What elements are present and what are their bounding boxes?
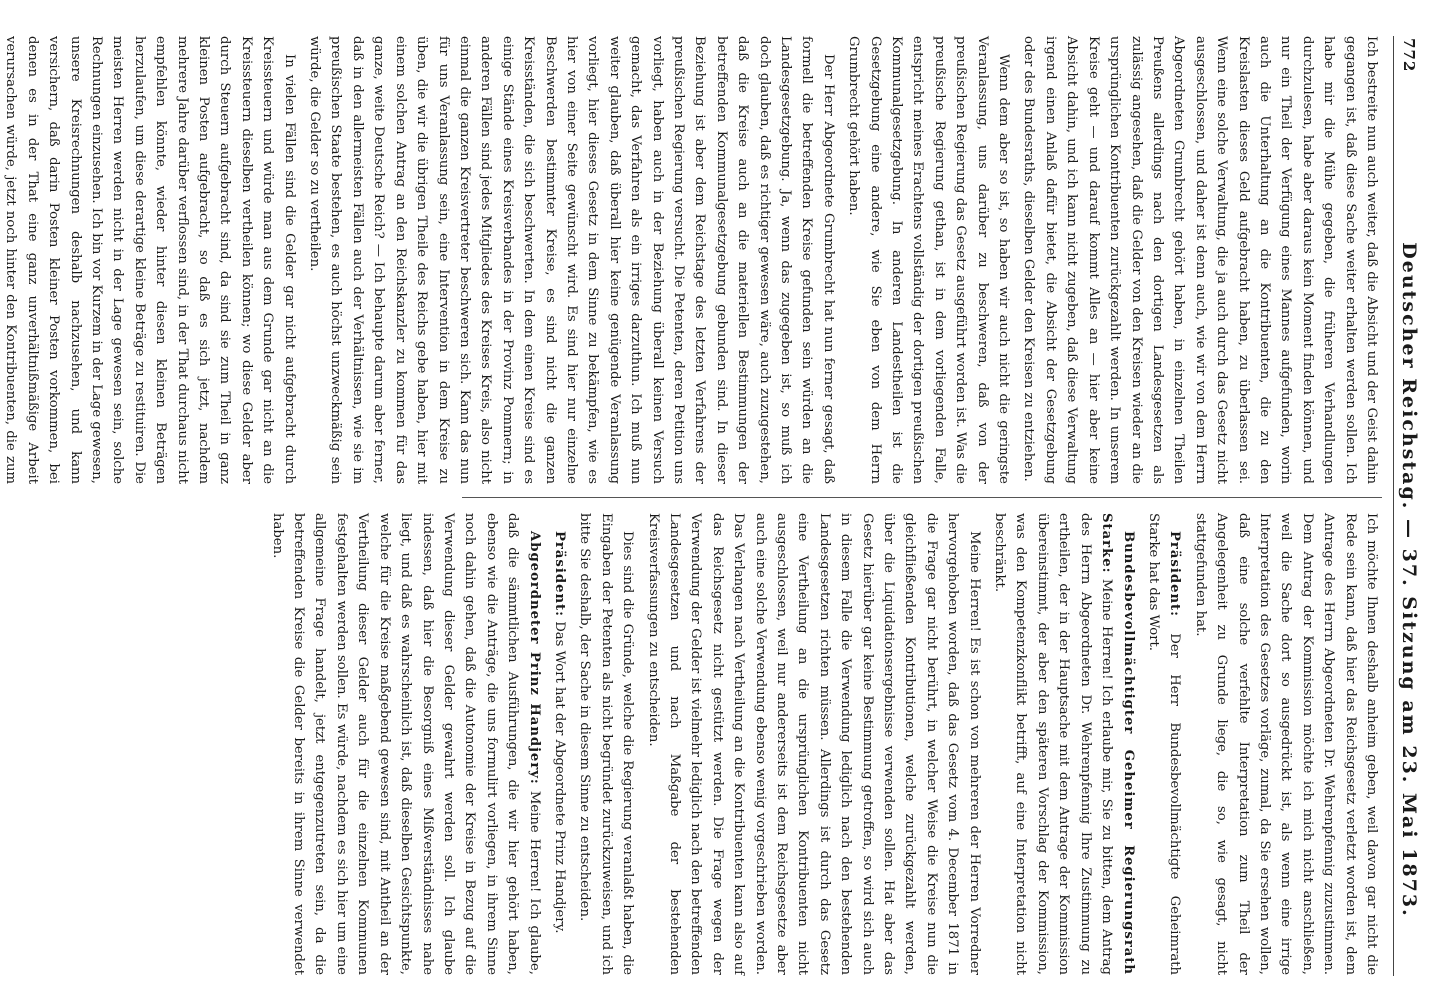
column-divider — [462, 497, 1382, 498]
speech-paragraph — [266, 513, 544, 975]
header-rule — [1393, 36, 1394, 976]
left-paragraph: Ich bestreite nun auch weiter, daß die Absicht und der Geist dahin gegangen ist, daß diese Sache weiter erhalten werden sollen. Ich habe mir die Mühe gegeben, die früheren Verhandlungen durchzulesen, habe aber daraus kein Moment finden können, und nur ein Theil der Verfügung eines Mannes aufgefunden, worin auch die Unterhaltung an die Kontribuenten, die zu den Kreislasten dieses Geld aufgebracht haben, zu überlassen sei. Wenn eine solche Verwaltung, die ja auch durch das Gesetz nicht ausgeschlossen, und daher ist denn auch, wie wir von dem Herrn Abgeordneten Grumbrecht gehört haben, in einzelnen Theilen Preußens allerdings nach den dortigen Landesgesetzen als zulässig angesehen, daß die Gelder von den Kreisen wieder an die ursprünglichen Kontribuenten zurückgezahlt werden. In unserem Kreise geht — und darauf kommt Alles an — hier aber keine Absicht dahin, und ich kann nicht zugeben, daß diese Verwaltung irgend einen Anlaß dafür bietet, die Absicht der Gesetzgebung oder des Bundesraths, dieselben Gelder den Kreisen zu entziehen. — [1021, 36, 1379, 484]
speaker-label: Präsident: — [551, 531, 567, 618]
speech-paragraph — [989, 513, 1139, 975]
speech-text: Das Wort hat der Abgeordnete Prinz Handjery. — [551, 621, 567, 934]
left-column — [3, 36, 1382, 484]
right-paragraph: Dies sind die Gründe, welche die Regierung veranlaßt haben, die Eingaben der Petenten als nicht begründet zurückzuweisen, und ich bitte Sie deshalb, der Sache in diesem Sinne zu entscheiden. — [577, 513, 636, 975]
left-paragraph: In vielen Fällen sind die Gelder gar nicht aufgebracht durch Kreissteuern und würde man aus dem Grunde gar nicht an die Kreissteuern dieselben vertheilen können; wo diese Gelder aber durch Steuern aufgebracht sind, da sind sie zum Theil in ganz kleinen Posten aufgebracht, so daß es sich jetzt, nachdem mehrere Jahre darüber verflossen sind, in der That durchaus nicht empfehlen könnte, wieder hinter diesen kleinen Beträgen herzulaufen, um diese derartige kleine Beträge zu restituiren. Die meisten Herren werden nicht in der Lage gewesen sein, solche Rechnungen einzusehen. Ich bin vor Kurzem in der Lage gewesen, unsere Kreisrechnungen deshalb nachzusehen, und kann versichern, daß darin Posten kleiner Posten vorkommen, bei denen es in der That eine ganz unverhältnißmäßige Arbeit verursachen würde, jetzt noch hinter den Kontribuenten, die zum — [3, 36, 297, 484]
page-number: 772 — [1400, 38, 1418, 73]
speech-paragraph — [549, 513, 570, 975]
running-title: Deutscher Reichstag. — 37. Sitzung am 23. Mai 1873. — [1398, 242, 1420, 918]
right-paragraph: Ich möchte Ihnen deshalb anheim geben, weil davon gar nicht die Rede sein kann, daß hier das Reichsgesetz verletzt worden ist, dem Antrage des Herrn Abgeordneten Dr. Wehrenpfennig zuzustimmen. Dem Antrag der Kommission möchte ich mich nicht anschließen, weil die Sache dort so ausgedrückt ist, als wenn eine irrige Interpretation des Gesetzes vorläge, zumal, da Sie ersehen wollen, daß eine solche verfehlte Interpretation zum Theil der Angelegenheit zu Grunde liege, die so, wie gesagt, nicht stattgefunden hat. — [1192, 513, 1379, 975]
right-paragraph: Meine Herren! Es ist schon von mehreren der Herren Vorredner hervorgehoben worden, daß das Gesetz vom 4. December 1871 in die Frage gar nicht berührt, in welcher Weise die Kreise nun die gleichfließenden Kontributionen, welche zurückgezahlt werden, über die Liquidationsergebnisse verwenden sollen. Hat aber das Gesetz hierüber gar keine Bestimmung getroffen, so wird sich auch in diesem Falle die Verwendung lediglich nach den bestehenden Landesgesetzen richten müssen. Allerdings ist durch das Gesetz eine Vertheilung an die ursprünglichen Kontribuenten nicht ausgeschlossen, weil nur andererseits ist dem Reichsgesetze aber auch eine solche Verwendung ebenso wenig vorgeschrieben worden. Das Verlangen nach Vertheilung an die Kontribuenten kann also auf das Reichsgesetz nicht gestützt werden. Die Frage wegen der Verwendung der Gelder ist vielmehr lediglich nach den betreffenden Landesgesetzen und nach Maßgabe der bestehenden Kreisverfassungen zu entscheiden. — [645, 513, 982, 975]
speaker-label: Bundesbevollmächtigter Geheimer Regierungsrath Starke: — [1099, 513, 1136, 975]
left-paragraph: Der Herr Abgeordnete Grumbrecht hat nun ferner gesagt, daß formell die betreffenden Kreise gefunden sein würden an die Landesgesetzgebung. Ja, wenn das zugegeben ist, so muß ich doch glauben, daß es richtiger gewesen wäre, auch zuzugestehen, daß die Kreise auch an die materiellen Bestimmungen der betreffenden Kommunalgesetzgebung gebunden sind. In dieser Beziehung ist aber dem Reichstage des letzten Verfahrens der preußischen Regierung versucht. Die Petenten, deren Petition uns vorliegt, haben auch in der Beziehung überall keinen Versuch gemacht, das Verfahren als ein irriges darzuthun. Ich muß nun weiter glauben, daß überall hier keine genügende Veranlassung vorliegt, hier dieses Gesetz in dem Sinne zu bekämpfen, wie es hier von einer Seite gewünscht wird. Es sind hier nur einzelne Beschwerden bestimmter Kreise, es sind nicht die ganzen Kreisständen, die sich beschwerten. In dem einen Kreise sind es einige Stände eines Kreisverbandes in der Provinz Pommern; in anderen Fällen sind jedes Mitgliedes des Kreises Kreis, also nicht einmal die ganzen Kreisvertreter beschweren sich. Kann das nun für uns Veranlassung sein, eine Intervention in dem Kreise zu üben, die wir die übrigen Theile des Reichs gebe haben, hier mit einem solchen Antrag an den Reichskanzler zu kommen für das ganze, weite Deutsche Reich? — Ich behaupte darum aber ferner, daß in den allermeisten Fällen auch der Verhältnissen, wie sie im preußischen Staate bestehen, es auch höchst unzweckmäßig sein würde, die Gelder so zu vertheilen. — [307, 36, 836, 484]
left-paragraph: Wenn dem aber so ist, so haben wir auch nicht die geringste Veranlassung, uns darüber zu beschweren, daß von der preußischen Regierung das Gesetz ausgeführt worden ist. Was die preußische Regierung gethan, ist in dem vorliegenden Falle, entspricht meines Erachtens vollständig der dortigen preußischen Kommunalgesetzgebung. In anderen Landestheilen ist die Gesetzgebung eine andere, wie Sie eben von dem Herrn Grumbrecht gehört haben. — [846, 36, 1012, 484]
speech-text: Der Herr Bundesbevollmächtigte Geheimrath Starke hat das Wort. — [1145, 513, 1183, 975]
speech-text: Meine Herren! Ich glaube, daß die sämmtlichen Ausführungen, die wir hier gehört haben, ebenso wie die Anträge, die uns formulirt vorliegen, in ihrem Sinne noch dahin gehen, daß die Autonomie der Kreise in Bezug auf die Verwendung dieser Gelder gewahrt werden soll. Ich glaube indessen, daß hier die Besorgniß eines Mißverständnisses nahe liegt, und daß es wahrscheinlich ist, daß dieselben Gesichtspunkte, welche für die Kreise maßgebend gewesen sind, mit Antheil an der Vertheilung dieser Gelder auch für die einzelnen Kommunen festgehalten werden sollen. Es würde, nachdem es sich hier um eine allgemeine Frage handelt, jetzt entgegenzutreten sein, da die betreffenden Kreise die Gelder bereits in ihrem Sinne verwendet haben. — [269, 513, 542, 975]
speaker-label: Abgeordneter Prinz Handjery: — [526, 531, 542, 785]
speaker-label: Präsident: — [1167, 531, 1183, 618]
page-header — [1392, 0, 1432, 1000]
speech-paragraph — [1143, 513, 1186, 975]
right-column — [269, 513, 1382, 975]
speech-text: Meine Herren! Ich erlaube mir, Sie zu bitten, dem Antrag des Herrn Abgeordneten Dr. Wehrenpfennig Ihre Zustimmung zu ertheilen, der in der Hauptsache mit dem Antrage der Kommission übereinstimmt, der aber den späteren Vorschlag der Kommission, was den Kompetenzkonflikt betrifft, auf eine Interpretation nicht beschränkt. — [992, 513, 1115, 975]
